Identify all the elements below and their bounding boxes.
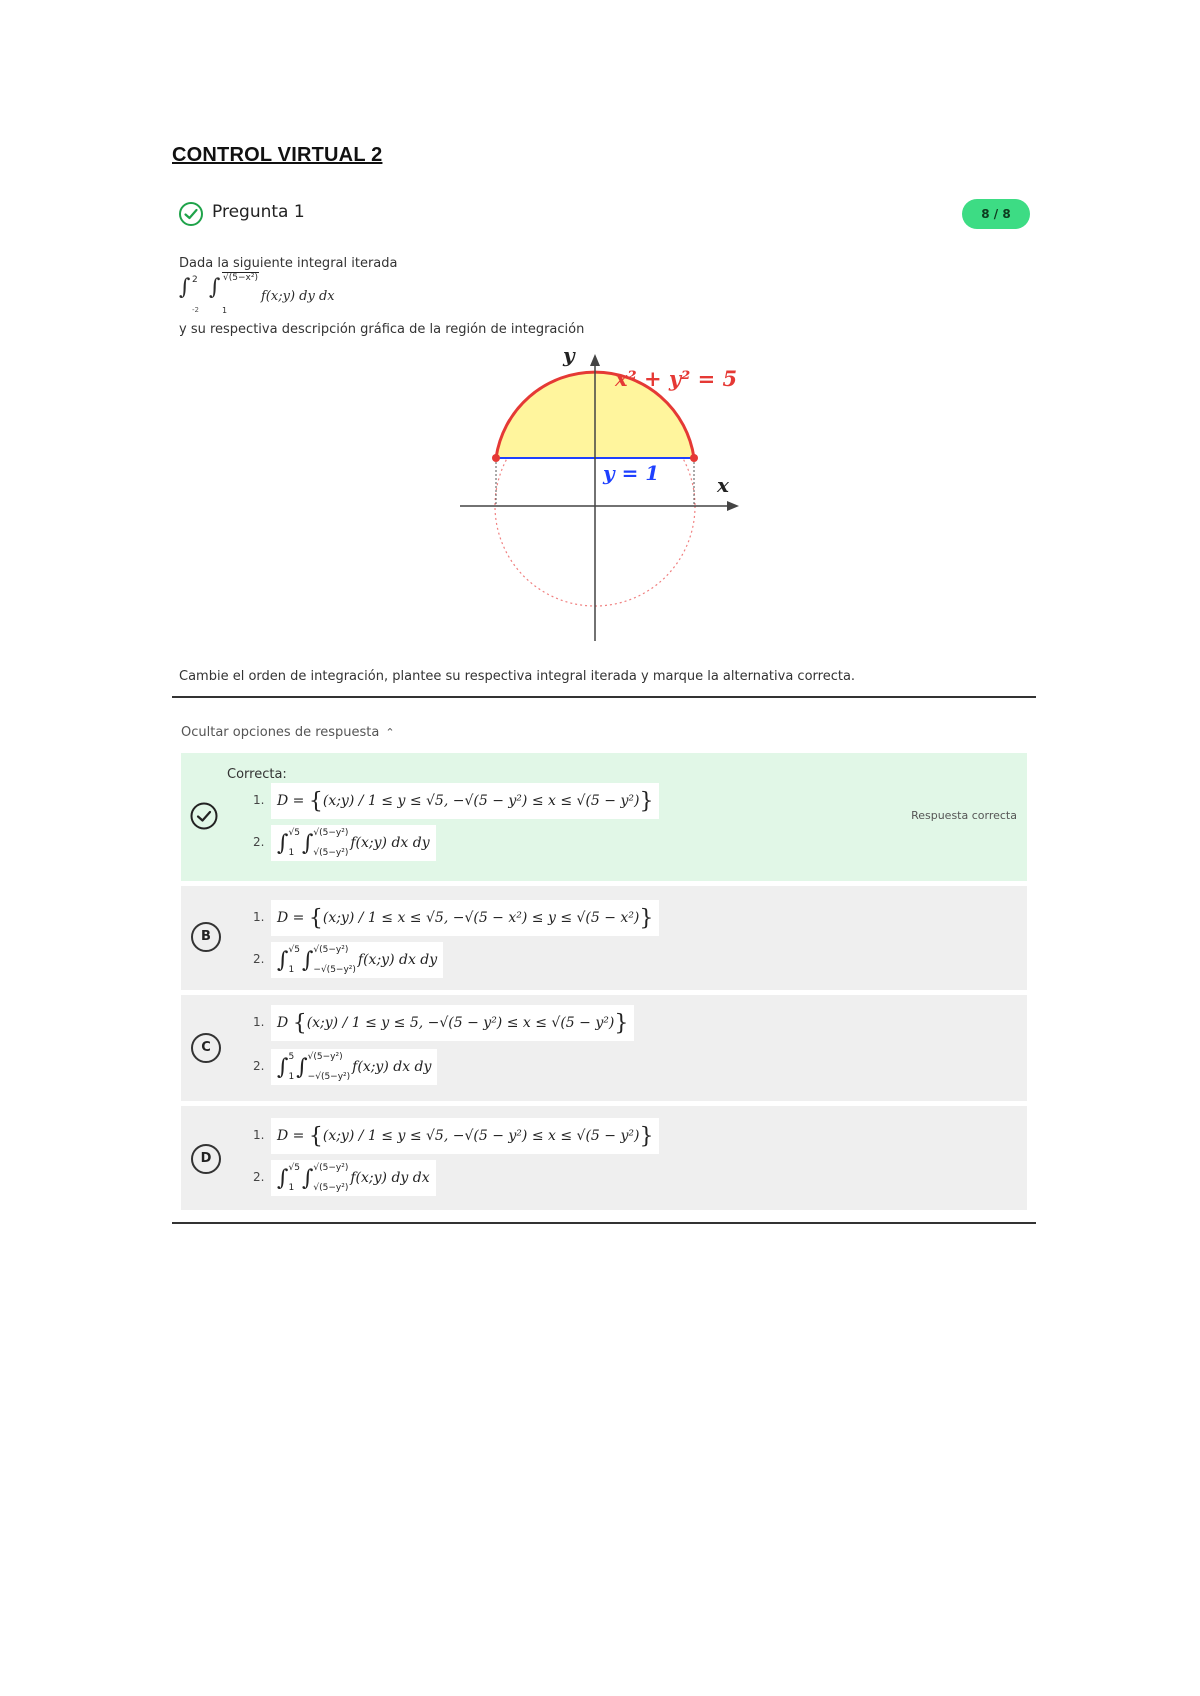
circle-equation-label: x² + y² = 5 xyxy=(615,366,738,391)
question-description: y su respectiva descripción gráfica de la región de integración xyxy=(179,322,585,337)
check-circle-icon xyxy=(178,201,204,227)
integration-region-figure xyxy=(455,346,745,646)
option-d[interactable]: D 1. D = { (x;y) / 1 ≤ y ≤ √5, −√(5 − y²) ≤ x ≤ √(5 − y²) } 2. ∫ √5 1 ∫ √(5−y²) √(5−y²) f(x;y) dy dx xyxy=(181,1106,1027,1210)
x-axis-arrow xyxy=(727,501,739,511)
check-circle-icon xyxy=(189,801,219,831)
y-axis-label: y xyxy=(563,346,575,367)
chevron-up-icon: ⌃ xyxy=(385,726,395,739)
option-c-marker: C xyxy=(191,1033,221,1063)
inner-lower-limit: 1 xyxy=(222,306,228,315)
given-integral: ∫ 2 -2 ∫ √(5−x²) 1 f(x;y) dy dx xyxy=(179,273,335,315)
y-axis-arrow xyxy=(590,354,600,366)
toggle-label: Ocultar opciones de respuesta xyxy=(181,725,380,740)
document-title: CONTROL VIRTUAL 2 xyxy=(172,144,383,166)
question-header xyxy=(178,199,1030,231)
question-label: Pregunta 1 xyxy=(212,202,305,222)
line-equation-label: y = 1 xyxy=(603,461,660,485)
x-axis-label: x xyxy=(717,473,729,497)
option-b-marker: B xyxy=(191,922,221,952)
intersection-point-left xyxy=(492,454,500,462)
divider-bottom xyxy=(172,1222,1036,1224)
correct-label: Correcta: xyxy=(227,767,287,782)
question-intro: Dada la siguiente integral iterada xyxy=(179,256,398,271)
question-instruction: Cambie el orden de integración, plantee su respectiva integral iterada y marque la alternativa correcta. xyxy=(179,669,856,684)
option-b[interactable]: B 1. D = { (x;y) / 1 ≤ x ≤ √5, −√(5 − x²) ≤ y ≤ √(5 − x²) } 2. ∫ √5 1 ∫ √(5−y²) −√(5−y²) f(x;y) dx dy xyxy=(181,886,1027,990)
inner-upper-limit: √(5−x²) xyxy=(223,273,258,283)
option-d-marker: D xyxy=(191,1144,221,1174)
option-c[interactable]: C 1. D { (x;y) / 1 ≤ y ≤ 5, −√(5 − y²) ≤ x ≤ √(5 − y²) } 2. ∫ 5 1 ∫ √(5−y²) −√(5−y²) f(x;y) dx dy xyxy=(181,995,1027,1101)
outer-upper-limit: 2 xyxy=(192,275,198,285)
option-a[interactable]: Correcta: Respuesta correcta 1. D = { (x;y) / 1 ≤ y ≤ √5, −√(5 − y²) ≤ x ≤ √(5 − y²) } 2. ∫ √5 1 ∫ √(5−y²) √(5−y²) f(x;y) dx dy xyxy=(181,753,1027,881)
divider-top xyxy=(172,696,1036,698)
integrand: f(x;y) dy dx xyxy=(261,289,335,304)
correct-answer-note: Respuesta correcta xyxy=(911,809,1017,822)
intersection-point-right xyxy=(690,454,698,462)
score-badge: 8 / 8 xyxy=(962,199,1030,229)
hide-options-toggle[interactable] xyxy=(181,725,395,740)
outer-lower-limit: -2 xyxy=(192,306,199,314)
